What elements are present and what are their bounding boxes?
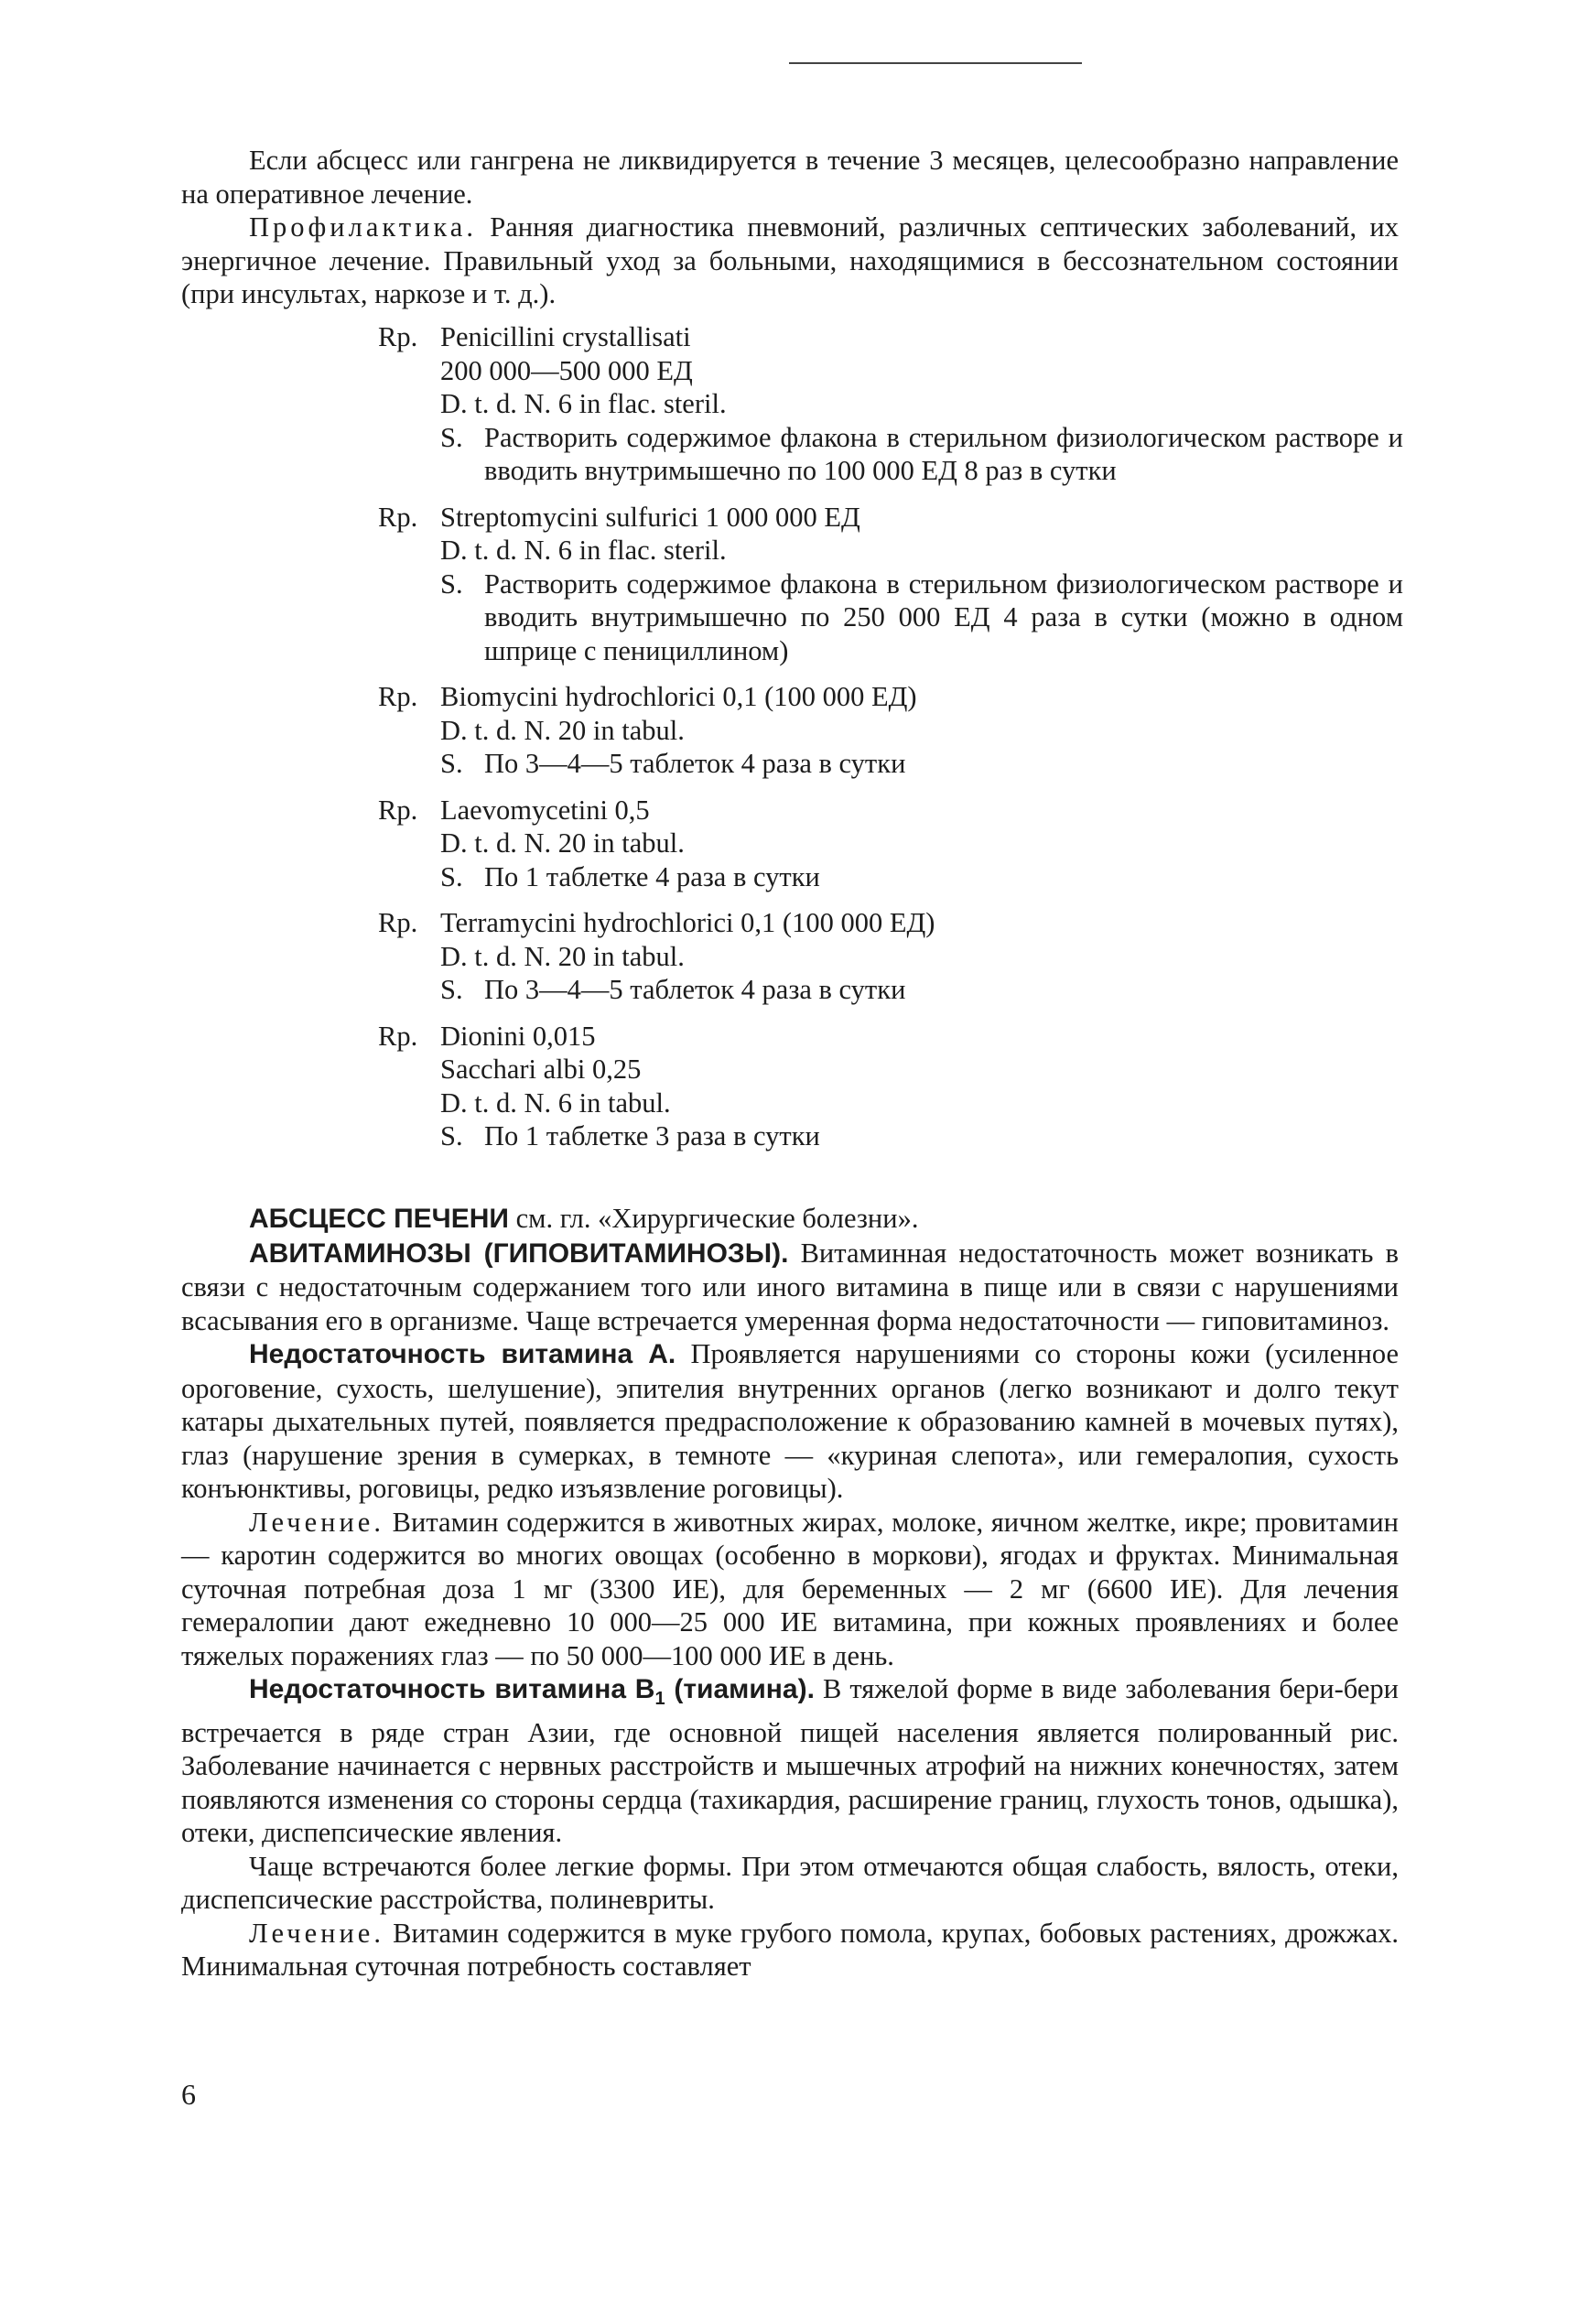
rx-line: D. t. d. N. 20 in tabul.: [440, 827, 685, 859]
prophylaxis-label: Профилактика.: [249, 211, 477, 243]
rx-line: Biomycini hydrochlorici 0,1 (100 000 ЕД): [440, 681, 917, 712]
vitamin-b1-mild-paragraph: Чаще встречаются более легкие формы. При этом отмечаются общая слабость, вялость, отеки, диспепсические расстройства, полиневриты.: [181, 1850, 1399, 1915]
rx-signa: По 1 таблетке 3 раза в сутки: [484, 1120, 820, 1151]
vitamin-b1-heading-main: Недостаточность витамина B: [249, 1674, 655, 1704]
rx-line: D. t. d. N. 20 in tabul.: [440, 940, 685, 972]
vitamin-b1-heading: [249, 1674, 815, 1709]
treatment-label: Лечение.: [249, 1917, 384, 1949]
rx-label: Rp.: [378, 681, 418, 712]
abscess-liver-entry: [181, 1202, 1399, 1237]
rx-label: Rp.: [378, 794, 418, 826]
vitamin-a-heading: Недостаточность витамина А.: [249, 1339, 676, 1369]
rx-line: D. t. d. N. 6 in tabul.: [440, 1086, 671, 1119]
rx-label: Rp.: [378, 1020, 418, 1052]
abscess-surgery-paragraph: Если абсцесс или гангрена не ликвидируется в течение 3 месяцев, целесообразно направление на оперативное лечение.: [181, 145, 1399, 210]
vitamin-b1-treatment-paragraph: [181, 1917, 1399, 1984]
rx-signa: Растворить содержимое флакона в стерильном физиологическом растворе и вводить внутримышечно по 250 000 ЕД 4 раза в сутки (можно в одном шприце с пенициллином): [484, 567, 1403, 666]
sig-prefix: S.: [440, 1120, 463, 1151]
vitamin-b1-treatment-text: Витамин содержится в муке грубого помола, крупах, бобовых растениях, дрожжах. Минимальная суточная потребность составляет: [181, 1917, 1399, 1982]
sig-prefix: S.: [440, 748, 463, 779]
vitamin-a-paragraph: [181, 1337, 1399, 1506]
main-text-section: [181, 1202, 1399, 1984]
abscess-liver-heading: АБСЦЕСС ПЕЧЕНИ: [249, 1204, 509, 1234]
prescription-penicillin: [378, 320, 1403, 488]
avitaminosis-intro: Витаминная недостаточность может возникать в связи с недостаточным содержанием того или иного витамина в пище или в связи с нарушениями всасывания его в организме. Чаще встречается умеренная форма недостаточности — гиповитаминоз.: [181, 1237, 1400, 1336]
vitamin-a-text: Проявляется нарушениями со стороны кожи (усиленное ороговение, сухость, шелушение), эпителия внутренних органов (легко возникают и долго текут катары дыхательных путей, появляется предрасположение к образованию камней в мочевых путях), глаз (нарушение зрения в сумерках, в темноте — «куриная слепота», или гемералопия, сухость конъюнктивы, роговицы, редко изъязвление роговицы).: [181, 1338, 1400, 1504]
top-rule-divider: [789, 62, 1082, 64]
vitamin-a-treatment-paragraph: [181, 1506, 1399, 1673]
prescriptions-list: [378, 320, 1403, 1153]
prescription-streptomycin: [378, 501, 1403, 668]
rx-signa: По 1 таблетке 4 раза в сутки: [484, 860, 820, 892]
rx-line: Streptomycini sulfurici 1 000 000 ЕД: [440, 501, 860, 533]
rx-line: Terramycini hydrochlorici 0,1 (100 000 ЕД): [440, 907, 935, 938]
sig-prefix: S.: [440, 974, 463, 1005]
rx-signa: Растворить содержимое флакона в стерильном физиологическом растворе и вводить внутримышечно по 100 000 ЕД 8 раз в сутки: [484, 421, 1403, 486]
rx-line: Dionini 0,015: [440, 1020, 596, 1052]
rx-label: Rp.: [378, 321, 418, 352]
vitamin-b1-paragraph: [181, 1672, 1399, 1850]
rx-line: Penicillini crystallisati: [440, 321, 691, 352]
rx-label: Rp.: [378, 907, 418, 938]
sig-prefix: S.: [440, 860, 463, 892]
avitaminosis-entry: [181, 1237, 1399, 1338]
page-number: 6: [181, 2078, 196, 2111]
avitaminosis-heading: АВИТАМИНОЗЫ (ГИПОВИТАМИНОЗЫ).: [249, 1238, 789, 1269]
rx-line: Sacchari albi 0,25: [440, 1054, 642, 1085]
treatment-label: Лечение.: [249, 1506, 384, 1538]
abscess-liver-reference: см. гл. «Хирургические болезни».: [515, 1203, 919, 1234]
prophylaxis-text: Ранняя диагностика пневмоний, различных септических заболеваний, их энергичное лечение. Правильный уход за больными, находящимися в бессознательном состоянии (при инсультах, наркозе и т. д.).: [181, 211, 1399, 309]
sig-prefix: S.: [440, 567, 463, 600]
rx-signa: По 3—4—5 таблеток 4 раза в сутки: [484, 974, 906, 1005]
rx-line: D. t. d. N. 20 in tabul.: [440, 714, 685, 746]
prescription-laevomycetin: [378, 794, 1403, 894]
rx-line: D. t. d. N. 6 in flac. steril.: [440, 535, 727, 566]
rx-label: Rp.: [378, 501, 418, 533]
vitamin-b1-text: В тяжелой форме в виде заболевания бери-бери встречается в ряде стран Азии, где основной пищей населения является полированный рис. Заболевание начинается с нервных расстройств и мышечных атрофий на нижних конечностях, затем появляются изменения со стороны сердца (тахикардия, расширение границ, глухость тонов, одышка), отеки, диспепсические явления.: [181, 1673, 1399, 1848]
prescription-biomycin: [378, 680, 1403, 781]
vitamin-b1-heading-tail: (тиамина).: [665, 1674, 815, 1704]
vitamin-b1-subscript: 1: [654, 1689, 665, 1709]
rx-line: 200 000—500 000 ЕД: [440, 354, 693, 386]
prescription-dionin: [378, 1020, 1403, 1153]
prescription-terramycin: [378, 906, 1403, 1007]
vitamin-a-treatment-text: Витамин содержится в животных жирах, молоке, яичном желтке, икре; провитамин — каротин содержится во многих овощах (особенно в моркови), ягодах и фруктах. Минимальная суточная потребная доза 1 мг (3300 ИЕ), для беременных — 2 мг (6600 ИЕ). Для лечения гемералопии дают ежедневно 10 000—25 000 ИЕ витамина, при кожных проявлениях и более тяжелых поражениях глаз — по 50 000—100 000 ИЕ в день.: [181, 1506, 1400, 1671]
intro-section: [181, 144, 1399, 311]
rx-line: D. t. d. N. 6 in flac. steril.: [440, 388, 727, 419]
rx-signa: По 3—4—5 таблеток 4 раза в сутки: [484, 748, 906, 779]
prophylaxis-paragraph: [181, 211, 1399, 311]
rx-line: Laevomycetini 0,5: [440, 794, 650, 826]
sig-prefix: S.: [440, 421, 463, 453]
